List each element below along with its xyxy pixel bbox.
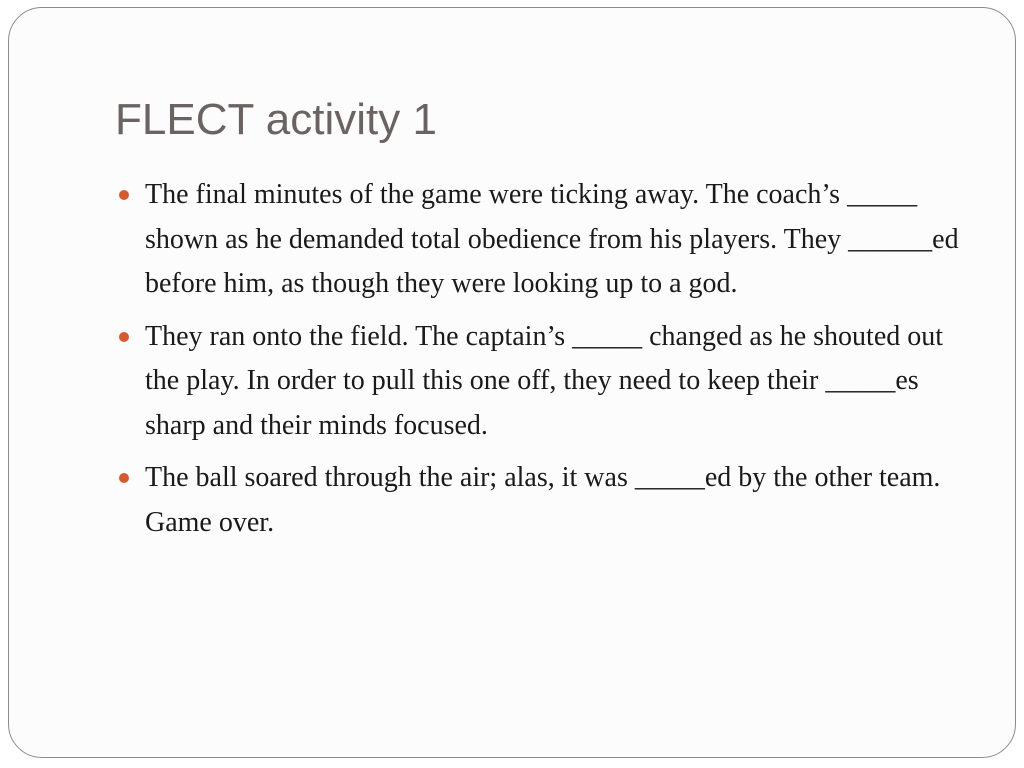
bullet-list: [119, 173, 971, 553]
bullet-dot-icon: [119, 332, 129, 342]
bullet-item: [119, 315, 971, 449]
bullet-item: [119, 173, 971, 307]
slide-title: FLECT activity 1: [115, 95, 437, 144]
bullet-dot-icon: [119, 190, 129, 200]
slide: [8, 7, 1016, 758]
bullet-text: The ball soared through the air; alas, it was _____ed by the other team. Game over.: [145, 462, 941, 538]
bullet-text: The final minutes of the game were ticking away. The coach’s _____ shown as he demanded total obedience from his players. They ______ed before him, as though they were looking up to a god.: [145, 179, 959, 299]
bullet-text: They ran onto the field. The captain’s _____ changed as he shouted out the play. In order to pull this one off, they need to keep their _____es sharp and their minds focused.: [145, 320, 944, 441]
bullet-dot-icon: [119, 473, 129, 483]
bullet-item: [119, 456, 971, 545]
